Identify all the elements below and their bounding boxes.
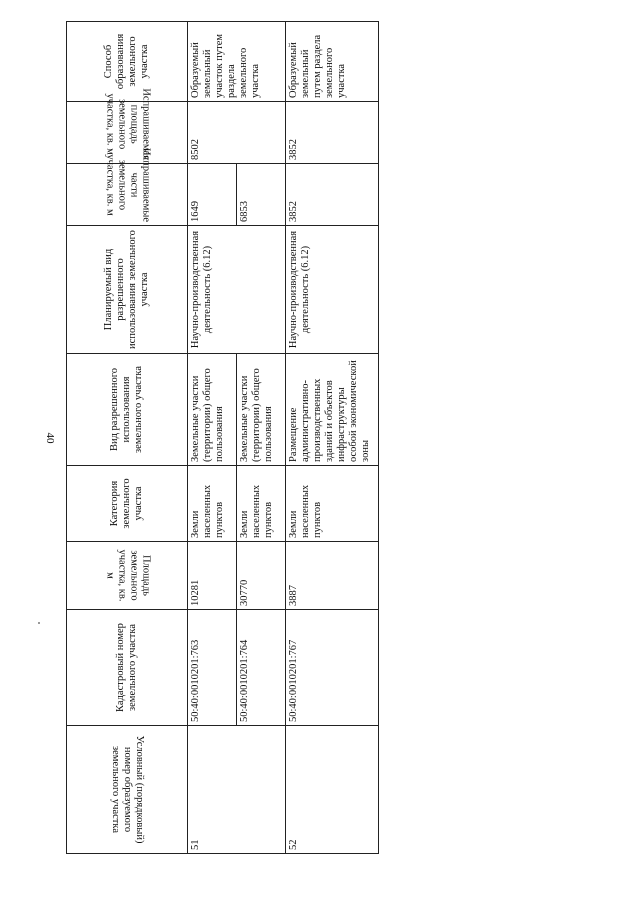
plot-category: Земли населенных пунктов [188, 466, 237, 542]
cadastral-number: 50:40:0010201:764 [237, 610, 286, 726]
plot-area: 3887 [286, 542, 379, 610]
header-planned-use: Планируемый вид разрешенного использования земельного участка [67, 226, 188, 354]
header-plot-area: Площадь земельного участка, кв. м [67, 542, 188, 610]
plot-number: 52 [286, 726, 379, 854]
header-condition-number: Условный (порядковый) номер образуемого земельного участка [67, 726, 188, 854]
requested-area: 3852 [286, 102, 379, 164]
table-row [188, 22, 237, 854]
planned-use: Научно-производственная деятельность (6.12) [286, 226, 379, 354]
permitted-use: Земельные участки (территории) общего пользования [237, 354, 286, 466]
planned-use: Научно-производственная деятельность (6.12) [188, 226, 286, 354]
formation-method: Образуемый земельный путем раздела земельного участка [286, 22, 379, 102]
header-plot-category: Категория земельного участка [67, 466, 188, 542]
plot-number: 51 [188, 726, 286, 854]
cadastral-number: 50:40:0010201:763 [188, 610, 237, 726]
page-number: 40 [44, 432, 56, 444]
permitted-use: Земельные участки (территории) общего пользования [188, 354, 237, 466]
header-requested-area: Испрашиваемая площадь земельного участка, кв. м [67, 102, 188, 164]
header-permitted-use: Вид разрешенного использования земельного участка [67, 354, 188, 466]
requested-area: 8502 [188, 102, 286, 164]
requested-part: 6853 [237, 164, 286, 226]
header-row [67, 22, 188, 854]
plot-category: Земли населенных пунктов [286, 466, 379, 542]
header-formation-method: Способ образования земельного участка [67, 22, 188, 102]
header-requested-parts: Испрашиваемые части земельного участка, кв. м [67, 164, 188, 226]
permitted-use: Размещение административно-производственных зданий и объектов инфраструктуры особой экономической зоны [286, 354, 379, 466]
formation-method: Образуемый земельный участок путем раздела земельного участка [188, 22, 286, 102]
table-row [286, 22, 379, 854]
cadastral-number: 50:40:0010201:767 [286, 610, 379, 726]
header-cadastral-number: Кадастровый номер земельного участка [67, 610, 188, 726]
plot-category: Земли населенных пунктов [237, 466, 286, 542]
land-plot-table-sheet [66, 22, 372, 854]
scan-dot [38, 622, 40, 624]
plot-area: 30770 [237, 542, 286, 610]
plot-area: 10281 [188, 542, 237, 610]
requested-part: 3852 [286, 164, 379, 226]
requested-part: 1649 [188, 164, 237, 226]
land-plot-table [66, 21, 379, 854]
